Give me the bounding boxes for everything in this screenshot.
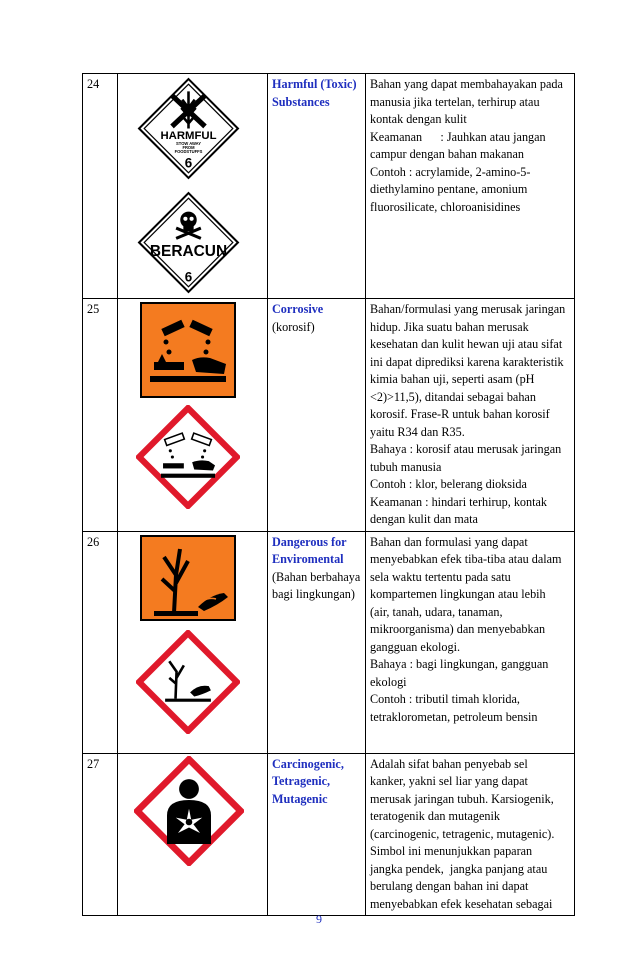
- description-line: sela waktu tertentu pada satu: [370, 569, 511, 584]
- row-number: 26: [83, 531, 118, 753]
- stow-away-label: STOW AWAY: [176, 140, 201, 146]
- row-number: 24: [83, 74, 118, 299]
- description-line: campur dengan bahan makanan: [370, 147, 524, 161]
- symbol-cell: [118, 531, 268, 753]
- hazard-name-cell: [268, 74, 366, 299]
- description-line: kontak dengan kulit: [370, 112, 467, 126]
- description-line: manusia jika tertelan, terhirup atau: [370, 94, 540, 109]
- description-line: Contoh : klor, belerang dioksida: [370, 477, 527, 491]
- table-row: [83, 299, 575, 532]
- hazard-name: Enviromental: [272, 552, 344, 566]
- description-line: Bahan yang dapat membahayakan pada: [370, 77, 563, 91]
- hazard-name: Carcinogenic,: [272, 756, 344, 771]
- description-line: Bahaya : bagi lingkungan, gangguan: [370, 657, 549, 671]
- hazard-name: Substances: [272, 94, 330, 109]
- description-line: Bahan dan formulasi yang dapat: [370, 534, 528, 549]
- hazard-name: Harmful (Toxic): [272, 77, 357, 91]
- description-line: Bahan/formulasi yang merusak jaringan: [370, 302, 566, 316]
- description-line: menyebabkan efek tiba-tiba atau dalam: [370, 552, 562, 566]
- symbol-cell: [118, 74, 268, 299]
- description-line: merusak jaringan tubuh. Karsiogenik,: [370, 791, 554, 806]
- description-line: fluorosilicate, chloroanisidines: [370, 199, 521, 214]
- description-line: (air, tanah, udara, tanaman,: [370, 604, 503, 619]
- description-line: tetraklorometan, petroleum bensin: [370, 709, 538, 724]
- description-line: Adalah sifat bahan penyebab sel: [370, 756, 528, 771]
- description-line: diethylamino pentane, amonium: [370, 182, 528, 196]
- page-number: 9: [316, 912, 322, 926]
- beracun-diamond-icon: [137, 191, 240, 294]
- description-line: kanker, yakni sel liar yang dapat: [370, 774, 528, 788]
- description-line: Simbol ini menunjukkan paparan: [370, 844, 533, 858]
- description-line: hidup. Jika suatu bahan merusak: [370, 319, 529, 334]
- hazard-name: Tetragenic,: [272, 774, 331, 788]
- description-line: korosif. Frase-R untuk bahan korosif: [370, 407, 550, 421]
- description-line: berulang dengan bahan ini dapat: [370, 879, 529, 893]
- description-cell: [366, 299, 575, 532]
- environment-orange-icon: [140, 535, 236, 621]
- health-hazard-ghs-icon: [134, 756, 244, 866]
- description-line: Bahaya : korosif atau merusak jaringan: [370, 442, 562, 456]
- hazard-name-translation: (Bahan berbahaya: [272, 569, 361, 584]
- description-line: dengan kulit dan mata: [370, 512, 478, 526]
- description-line: <2)>11,5), ditandai sebagai bahan: [370, 389, 536, 404]
- description-line: gangguan ekologi.: [370, 639, 461, 654]
- description-cell: [366, 74, 575, 299]
- description-line: Keamanan : Jauhkan atau jangan: [370, 129, 546, 144]
- description-line: ekologi: [370, 674, 407, 689]
- table-row: [83, 531, 575, 753]
- symbol-cell: [118, 299, 268, 532]
- table-row: [83, 753, 575, 916]
- description-line: menyebabkan efek kesehatan sebagai: [370, 896, 553, 911]
- description-line: kimia bahan uji, seperti asam (pH: [370, 372, 535, 386]
- description-line: ini dapat diprediksi karena karakteristik: [370, 354, 564, 369]
- hazard-name-cell: [268, 753, 366, 916]
- hazard-name-cell: [268, 299, 366, 532]
- hazard-name: Mutagenic: [272, 791, 328, 806]
- hazard-name: Dangerous for: [272, 534, 347, 549]
- hazard-name-translation: bagi lingkungan): [272, 587, 355, 601]
- table-row: [83, 74, 575, 299]
- environment-ghs-icon: [136, 630, 240, 734]
- description-cell: [366, 753, 575, 916]
- row-number: 25: [83, 299, 118, 532]
- description-line: Keamanan : hindari terhirup, kontak: [370, 494, 547, 509]
- hazard-name-translation: (korosif): [272, 319, 315, 334]
- description-line: mikroorganisma) dan menyebabkan: [370, 622, 546, 636]
- description-line: yaitu R34 dan R35.: [370, 424, 465, 439]
- description-line: teratogenik dan mutagenik: [370, 809, 500, 823]
- corrosive-orange-icon: [140, 302, 236, 398]
- description-line: Contoh : acrylamide, 2-amino-5-: [370, 164, 531, 179]
- description-line: jangka pendek, jangka panjang atau: [370, 861, 548, 876]
- description-line: kompartemen lingkungan atau lebih: [370, 587, 546, 601]
- class-6-label: 6: [184, 155, 193, 171]
- row-number: 27: [83, 753, 118, 916]
- harmful-diamond-icon: [137, 77, 240, 180]
- description-line: (carcinogenic, tetragenic, mutagenic).: [370, 826, 555, 841]
- hazard-name: Corrosive: [272, 302, 324, 316]
- description-line: tubuh manusia: [370, 459, 442, 474]
- class-6-label: 6: [184, 269, 193, 285]
- symbol-cell: [118, 753, 268, 916]
- description-line: kesehatan dan kulit hewan uji atau sifat: [370, 337, 563, 351]
- corrosive-ghs-icon: [136, 405, 240, 509]
- from-label: FROM: [182, 145, 195, 151]
- harmful-label: HARMFUL: [160, 129, 217, 142]
- description-cell: [366, 531, 575, 753]
- description-line: Contoh : tributil timah klorida,: [370, 692, 520, 706]
- foodstuffs-label: FOODSTUFFS: [174, 149, 203, 155]
- hazard-symbol-table: [82, 73, 575, 916]
- hazard-name-cell: [268, 531, 366, 753]
- beracun-label: BERACUN: [149, 242, 228, 260]
